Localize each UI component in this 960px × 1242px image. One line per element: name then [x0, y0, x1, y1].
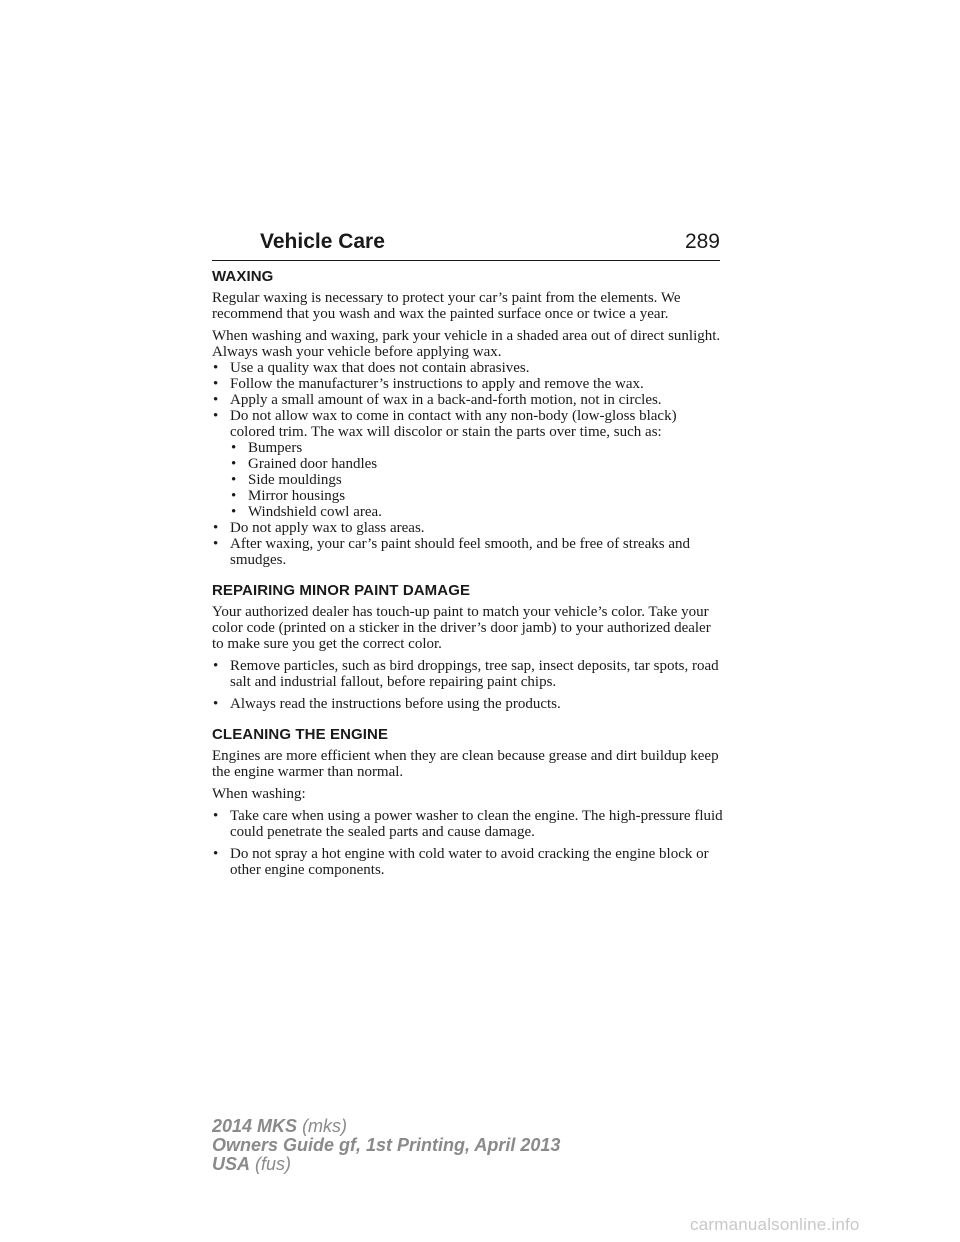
footer-printing: Owners Guide gf, 1st Printing, April 2013	[212, 1135, 561, 1155]
list-item: • Do not spray a hot engine with cold water to avoid cracking the engine block or other engine components.	[212, 846, 724, 878]
list-item: • Remove particles, such as bird droppings, tree sap, insect deposits, tar spots, road salt and industrial fallout, before repairing paint chips.	[212, 658, 724, 690]
list-item: • After waxing, your car’s paint should feel smooth, and be free of streaks and smudges.	[212, 536, 724, 568]
waxing-bullet-list-2	[212, 520, 724, 568]
section-title: Vehicle Care	[260, 230, 385, 253]
list-item: • Windshield cowl area.	[230, 504, 724, 520]
list-item: • Mirror housings	[230, 488, 724, 504]
heading-waxing: WAXING	[212, 268, 274, 285]
page-number: 289	[684, 230, 720, 253]
footer-line-2	[212, 1136, 560, 1155]
footer-market-code: (fus)	[255, 1154, 292, 1174]
list-item: • Grained door handles	[230, 456, 724, 472]
list-item: • Do not apply wax to glass areas.	[212, 520, 724, 536]
list-item: • Always read the instructions before using the products.	[212, 696, 724, 712]
list-item: • Side mouldings	[230, 472, 724, 488]
footer-line-1	[212, 1117, 560, 1136]
list-item: • Apply a small amount of wax in a back-and-forth motion, not in circles.	[212, 392, 724, 408]
heading-paint-damage: REPAIRING MINOR PAINT DAMAGE	[212, 582, 471, 599]
document-footer	[212, 1117, 560, 1174]
paint-bullet-list	[212, 658, 724, 712]
footer-model: 2014 MKS	[212, 1116, 298, 1136]
waxing-bullet-list	[212, 360, 724, 440]
heading-cleaning-engine: CLEANING THE ENGINE	[212, 726, 389, 743]
engine-when-washing: When washing:	[212, 786, 306, 802]
waxing-paragraph-2: When washing and waxing, park your vehicle in a shaded area out of direct sunlight. Always wash your vehicle before applying wax.	[212, 328, 721, 360]
page-header	[212, 226, 720, 261]
page-content	[212, 268, 724, 884]
list-item: • Use a quality wax that does not contain abrasives.	[212, 360, 724, 376]
footer-market: USA	[212, 1154, 251, 1174]
footer-model-code: (mks)	[302, 1116, 348, 1136]
paint-paragraph: Your authorized dealer has touch-up paint to match your vehicle’s color. Take your color code (printed on a sticker in the driver’s door jamb) to your authorized dealer to make sure you get the correct color.	[212, 604, 711, 652]
list-item: • Take care when using a power washer to clean the engine. The high-pressure fluid could penetrate the sealed parts and cause damage.	[212, 808, 724, 840]
engine-bullet-list	[212, 808, 724, 878]
engine-paragraph: Engines are more efficient when they are clean because grease and dirt buildup keep the engine warmer than normal.	[212, 748, 719, 780]
list-item: • Bumpers	[230, 440, 724, 456]
waxing-trim-sublist	[230, 440, 724, 520]
list-item: • Do not allow wax to come in contact with any non-body (low-gloss black) colored trim. The wax will discolor or stain the parts over time, such as:	[212, 408, 724, 440]
footer-line-3	[212, 1155, 560, 1174]
watermark: carmanualsonline.info	[690, 1215, 860, 1234]
waxing-paragraph-1: Regular waxing is necessary to protect your car’s paint from the elements. We recommend that you wash and wax the painted surface once or twice a year.	[212, 290, 681, 322]
list-item: • Follow the manufacturer’s instructions to apply and remove the wax.	[212, 376, 724, 392]
